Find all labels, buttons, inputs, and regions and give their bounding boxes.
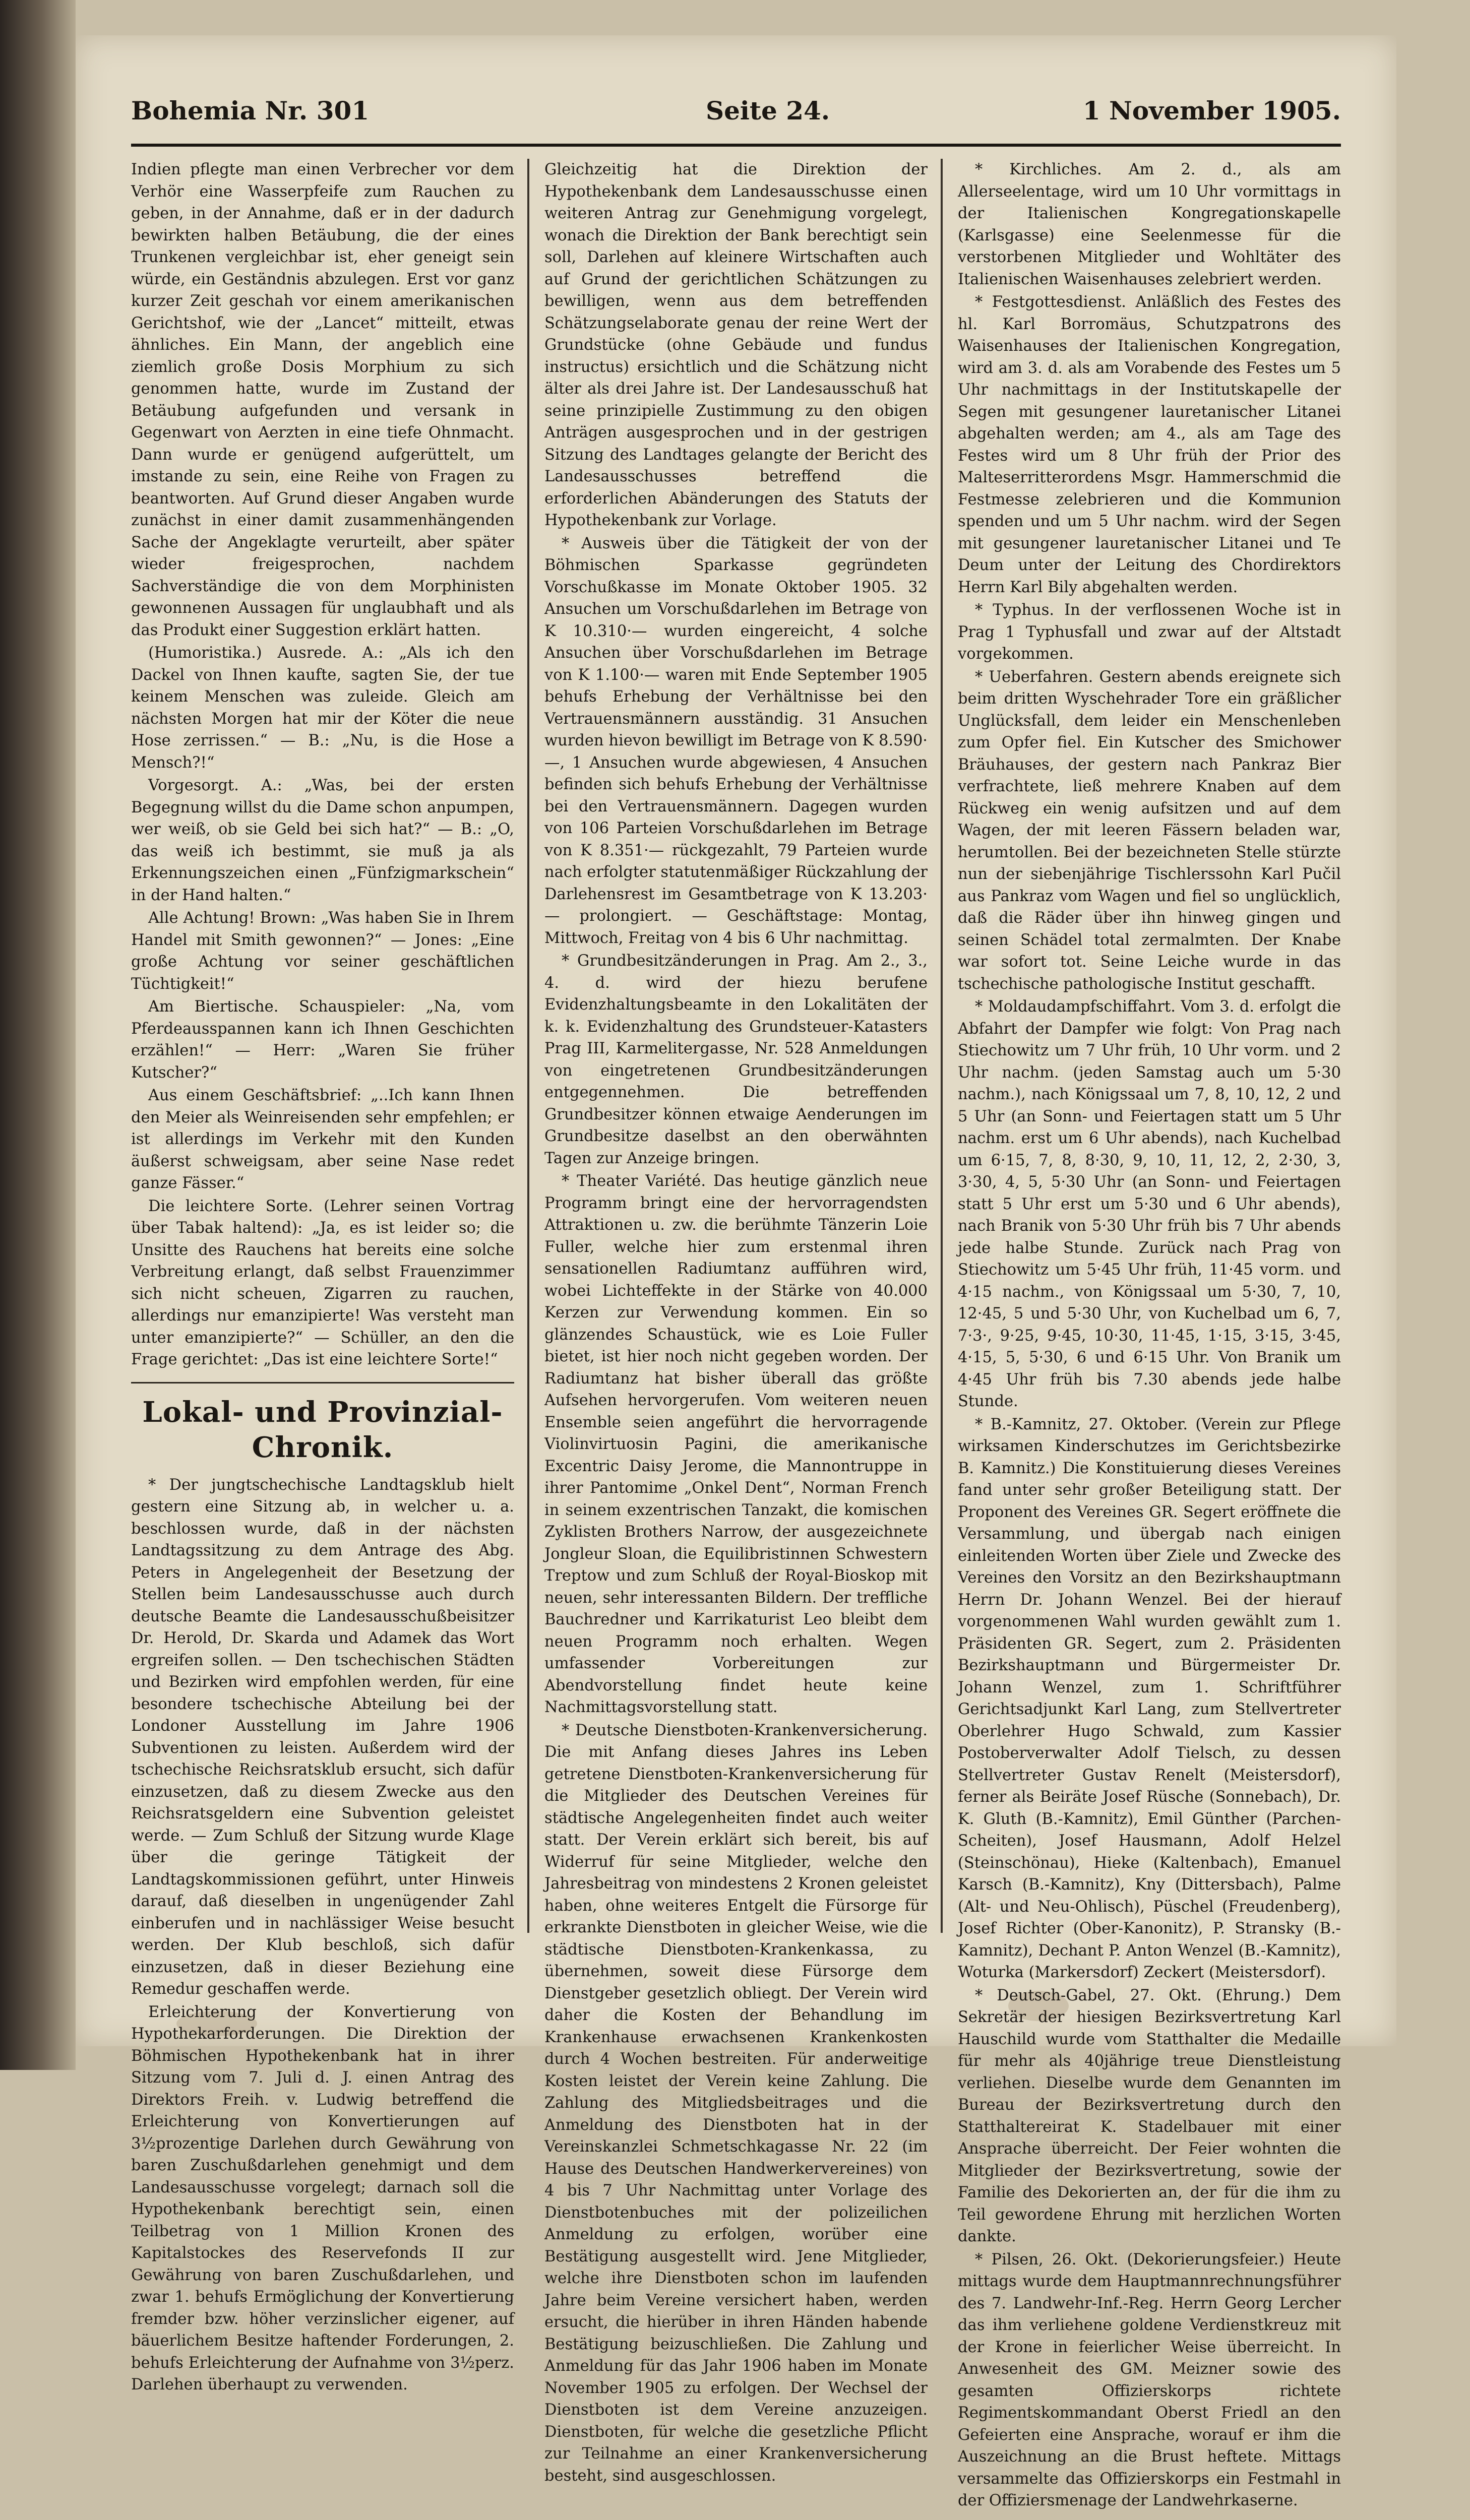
header-rule xyxy=(131,144,1341,147)
article-paragraph: (Humoristika.) Ausrede. A.: „Als ich den Dackel von Ihnen kaufte, sagten Sie, der tue keinem Menschen was zuleide. Gleich am nächsten Morgen hat mir der Köter die neue Hose zerrissen.“ — B.: „Nu, is die Hose a Mensch?!“ xyxy=(131,644,514,772)
article-paragraph: * Deutsch-Gabel, 27. Okt. (Ehrung.) Dem Sekretär der hiesigen Bezirksvertretung Karl Hauschild wurde vom Statthalter die Medaille für mehr als 40jährige treue Dienstleistung verliehen. Dieselbe wurde dem Genannten im Bureau der Bezirksvertretung durch den Statthaltereirat K. Stadelbauer mit einer Ansprache überreicht. Der Feier wohnten die Mitglieder der Bezirksvertretung, sowie der Familie des Dekorierten an, der für die ihm zu Teil gewordene Ehrung mit herzlichen Worten dankte. xyxy=(958,1986,1341,2245)
column-divider xyxy=(941,159,943,1933)
section-separator xyxy=(131,1382,514,1383)
article-paragraph: * Ausweis über die Tätigkeit der von der Böhmischen Sparkasse gegründeten Vorschußkasse im Monate Oktober 1905. 32 Ansuchen um Vorschußdarlehen im Betrage von K 10.310·— wurden eingereicht, 4 solche Ansuchen über Vorschußdarlehen im Betrage von K 1.100·— waren mit Ende September 1905 behufs Erhebung der Verhältnisse bei den Vertrauensmännern ausständig. 31 Ansuchen wurden hievon bewilligt im Betrage von K 8.590·—, 1 Ansuchen wurde abgewiesen, 4 Ansuchen befinden sich behufs Erhebung der Verhältnisse bei den Vertrauensmännern. Dagegen wurden von 106 Parteien Vorschußdarlehen im Betrage von K 8.351·— rückgezahlt, 79 Parteien wurde nach erfolgter statutenmäßiger Rückzahlung der Darlehensrest im Gesamtbetrage von K 13.203·— prolongiert. — Geschäftstage: Montag, Mittwoch, Freitag von 4 bis 6 Uhr nachmittag. xyxy=(544,534,928,947)
article-paragraph: * Ueberfahren. Gestern abends ereignete sich beim dritten Wyschehrader Tore ein gräßlicher Unglücksfall, dem leider ein Menschenleben zum Opfer fiel. Ein Kutscher des Smichower Bräuhauses, der gestern nach Pankraz Bier verfrachtete, ließ mehrere Knaben auf dem Rückweg ein wenig aufsitzen und auf dem Wagen, der mit leeren Fässern beladen war, herumtollen. Bei der bezeichneten Stelle stürzte nun der siebenjährige Tischlerssohn Karl Pučil aus Pankraz vom Wagen und fiel so unglücklich, daß die Räder über ihn hinweg gingen und seinen Schädel total zermalmten. Der Knabe war sofort tot. Seine Leiche wurde in das tschechische pathologische Institut geschafft. xyxy=(958,668,1341,993)
header-page-number: Seite 24. xyxy=(706,96,830,125)
article-paragraph: * Grundbesitzänderungen in Prag. Am 2., 3., 4. d. wird der hiezu berufene Evidenzhaltungsbeamte in den Lokalitäten der k. k. Evidenzhaltung des Grundsteuer-Katasters Prag III, Karmelitergasse, Nr. 528 Anmeldungen von eingetretenen Grundbesitzänderungen entgegennehmen. Die betreffenden Grundbesitzer können etwaige Aenderungen im Grundbesitze daselbst an den oberwähnten Tagen zur Anzeige bringen. xyxy=(544,952,928,1167)
article-paragraph: Gleichzeitig hat die Direktion der Hypothekenbank dem Landesausschusse einen weiteren Antrag zur Genehmigung vorgelegt, wonach die Direktion der Bank berechtigt sein soll, Darlehen auf kleinere Wirtschaften auch auf Grund der gerichtlichen Schätzungen zu bewilligen, wenn aus dem betreffenden Schätzungselaborate genau der reine Wert der Grundstücke (ohne Gebäude und fundus instructus) ersichtlich und die Schätzung nicht älter als drei Jahre ist. Der Landesausschuß hat seine prinzipielle Zustimmung zu den obigen Anträgen ausgesprochen und in der gestrigen Sitzung des Landtages gelangte der Bericht des Landesausschusses betreffend die erforderlichen Abänderungen des Statuts der Hypothekenbank zur Vorlage. xyxy=(544,161,928,529)
section-title: Lokal- und Provinzial-Chronik. xyxy=(142,1395,503,1464)
newspaper-page xyxy=(76,35,1396,2509)
article-paragraph: Die leichtere Sorte. (Lehrer seinen Vortrag über Tabak haltend): „Ja, es ist leider so; die Unsitte des Rauchens hat bereits eine solche Verbreitung erlangt, daß selbst Frauenzimmer sich nicht scheuen, Zigarren zu rauchen, allerdings nur emanzipierte! Was versteht man unter emanzipierte?“ — Schüller, an den die Frage gerichtet: „Das ist eine leichtere Sorte!“ xyxy=(131,1197,514,1368)
article-paragraph: Vorgesorgt. A.: „Was, bei der ersten Begegnung willst du die Dame schon anpumpen, wer weiß, ob sie Geld bei sich hat?“ — B.: „O, das weiß ich bestimmt, sie muß ja als Erkennungszeichen einen „Fünfzigmarkschein“ in der Hand halten.“ xyxy=(131,777,514,904)
article-paragraph: * Typhus. In der verflossenen Woche ist in Prag 1 Typhusfall und zwar auf der Altstadt vorgekommen. xyxy=(958,601,1341,663)
article-paragraph: * Deutsche Dienstboten-Krankenversicherung. Die mit Anfang dieses Jahres ins Leben getretene Dienstboten-Krankenversicherung für die Mitglieder des Deutschen Vereines für städtische Angelegenheiten findet auch weiter statt. Der Verein erklärt sich bereit, bis auf Widerruf für seine Mitglieder, welche den Jahresbeitrag von mindestens 2 Kronen geleistet haben, ohne weiteres Entgelt die Fürsorge für erkrankte Dienstboten in gleicher Weise, wie die städtische Dienstboten-Krankenkassa, zu übernehmen, soweit diese Fürsorge dem Dienstgeber gesetzlich obliegt. Der Verein wird daher die Kosten der Behandlung im Krankenhause erwachsenen Krankenkosten durch 4 Wochen bestreiten. Für anderweitige Kosten leistet der Verein keine Zahlung. Die Zahlung des Mitgliedsbeitrages und die Anmeldung des Dienstboten hat in der Vereinskanzlei Schmetschkagasse Nr. 22 (im Hause des Deutschen Handwerkervereines) von 4 bis 7 Uhr Nachmittag unter Vorlage des Dienstbotenbuches mit der polizeilichen Anmeldung zu erfolgen, worüber eine Bestätigung ausgestellt wird. Jene Mitglieder, welche ihre Dienstboten schon im laufenden Jahre beim Vereine versichert haben, werden ersucht, die hierüber in ihren Händen habende Bestätigung beizuschließen. Die Zahlung und Anmeldung für das Jahr 1906 haben im Monate November 1905 zu erfolgen. Der Wechsel der Dienstboten ist dem Vereine anzuzeigen. Dienstboten, für welche die gesetzliche Pflicht zur Teilnahme an einer Krankenversicherung besteht, sind ausgeschlossen. xyxy=(544,1721,928,2485)
article-paragraph: * Moldaudampfschiffahrt. Vom 3. d. erfolgt die Abfahrt der Dampfer wie folgt: Von Prag nach Stiechowitz um 7 Uhr früh, 10 Uhr vorm. und 2 Uhr nachm. (jeden Samstag auch um 5·30 nachm.), nach Königssaal um 7, 8, 10, 12, 2 und 5 Uhr (an Sonn- und Feiertagen statt um 5 Uhr nachm. erst um 6 Uhr abends), nach Kuchelbad um 6·15, 7, 8, 8·30, 9, 10, 11, 12, 2, 2·30, 3, 3·30, 4, 5, 5·30 Uhr (an Sonn- und Feiertagen statt 5 Uhr erst um 5·30 und 6 Uhr abends), nach Branik von 5·30 Uhr früh bis 7 Uhr abends jede halbe Stunde. Zurück nach Prag von Stiechowitz um 5·45 Uhr früh, 11·45 vorm. und 4·15 nachm., von Königssaal um 5·30, 7, 10, 12·45, 5 und 5·30 Uhr, von Kuchelbad um 6, 7, 7·3·, 9·25, 9·45, 10·30, 11·45, 1·15, 3·15, 3·45, 4·15, 5, 5·30, 6 und 6·15 Uhr. Von Branik um 4·45 Uhr früh bis 7.30 abends jede halbe Stunde. xyxy=(958,998,1341,1410)
article-paragraph: * Pilsen, 26. Okt. (Dekorierungsfeier.) Heute mittags wurde dem Hauptmannrechnungsführer des 7. Landwehr-Inf.-Reg. Herrn Georg Lercher das ihm verliehene goldene Verdienstkreuz mit der Krone in feierlicher Weise überreicht. In Anwesenheit des GM. Meizner sowie des gesamten Offizierskorps richtete Regimentskommandant Oberst Friedl an den Gefeierten eine Ansprache, worauf er ihm die Auszeichnung an die Brust heftete. Mittags versammelte das Offizierskorps ein Festmahl in der Offiziersmenage der Landwehrkaserne. xyxy=(958,2250,1341,2509)
article-paragraph: Am Biertische. Schauspieler: „Na, vom Pferdeausspannen kann ich Ihnen Geschichten erzählen!“ — Herr: „Waren Sie früher Kutscher?“ xyxy=(131,998,514,1082)
column-divider xyxy=(527,159,529,1933)
article-paragraph: * B.-Kamnitz, 27. Oktober. (Verein zur Pflege wirksamen Kinderschutzes im Gerichtsbezirke B. Kamnitz.) Die Konstituierung dieses Vereines fand unter sehr großer Beteiligung statt. Der Proponent des Vereines GR. Segert eröffnete die Versammlung, und übergab nach einigen einleitenden Worten über Ziele und Zwecke des Vereines den Vorsitz an den Bezirkshauptmann Herrn Dr. Johann Wenzel. Bei der hierauf vorgenommenen Wahl wurden gewählt zum 1. Präsidenten GR. Segert, zum 2. Präsidenten Bezirkshauptmann und Bürgermeister Dr. Johann Wenzel, zum 1. Schriftführer Gerichtsadjunkt Karl Lang, zum Stellvertreter Oberlehrer Hugo Schwald, zum Kassier Postoberverwalter Adolf Tielsch, zu dessen Stellvertreter Gustav Renelt (Meistersdorf), ferner als Beiräte Josef Rüsche (Sonnebach), Dr. K. Gluth (B.-Kamnitz), Emil Günther (Parchen-Scheiten), Josef Hausmann, Adolf Helzel (Steinschönau), Hieke (Kaltenbach), Emanuel Karsch (B.-Kamnitz), Kny (Dittersbach), Palme (Alt- und Neu-Ohlisch), Püschel (Freudenberg), Josef Richter (Ober-Kanonitz), P. Stransky (B.-Kamnitz), Dechant P. Anton Wenzel (B.-Kamnitz), Woturka (Markersdorf) Zeckert (Meistersdorf). xyxy=(958,1415,1341,1981)
article-paragraph: * Theater Variété. Das heutige gänzlich neue Programm bringt eine der hervorragendsten Attraktionen u. zw. die berühmte Tänzerin Loie Fuller, welche hier zum erstenmal ihren sensationellen Radiumtanz aufführen wird, wobei Lichteffekte in der Stärke von 40.000 Kerzen zur Verwendung kommen. Ein so glänzendes Schaustück, wie es Loie Fuller bietet, ist hier noch nicht gegeben worden. Der Radiumtanz hat bisher überall das größte Aufsehen hervorgerufen. Vom weiteren neuen Ensemble seien angeführt die hervorragende Violinvirtuosin Pagini, die amerikanische Excentric Daisy Jerome, die Mannontruppe in ihrer Pantomime „Onkel Dent“, Norman French in seinem exzentrischen Tanzakt, die komischen Zyklisten Brothers Narrow, der ausgezeichnete Jongleur Sloan, die Equilibristinnen Schwestern Treptow und zum Schluß der Royal-Bioskop mit neuen, sehr interessanten Bildern. Der treffliche Bauchredner und Karrikaturist Leo bleibt dem neuen Programm noch erhalten. Wegen umfassender Vorbereitungen zur Abendvorstellung findet heute keine Nachmittagsvorstellung statt. xyxy=(544,1172,928,1716)
article-paragraph: * Festgottesdienst. Anläßlich des Festes des hl. Karl Borromäus, Schutzpatrons des Waisenhauses der Italienischen Kongregation, wird am 3. d. als am Vorabende des Festes um 5 Uhr nachmittags in der Institutskapelle der Segen mit gesungener lauretanischer Litanei abgehalten werden; am 4., als am Tage des Festes wird um 8 Uhr früh der Prior des Malteserritterordens Msgr. Hammerschmid die Festmesse zelebrieren und die Kommunion spenden und um 5 Uhr nachm. wird der Segen mit gesungener lauretanischer Litanei und Te Deum unter der Leitung des Chordirektors Herrn Karl Bily abgehalten werden. xyxy=(958,293,1341,596)
header-date: 1 November 1905. xyxy=(1082,96,1341,125)
column-left xyxy=(131,159,514,2393)
book-binding-edge xyxy=(0,0,76,2070)
header-newspaper-issue: Bohemia Nr. 301 xyxy=(131,96,370,125)
article-paragraph: Erleichterung der Konvertierung von Hypothekarforderungen. Die Direktion der Böhmischen Hypothekenbank hat in ihrer Sitzung vom 7. Juli d. J. einen Antrag des Direktors Freih. v. Ludwig betreffend die Erleichterung von Konvertierungen auf 3½prozentige Darlehen durch Gewährung von baren Zuschußdarlehen genehmigt und dem Landesausschusse vorgelegt; darnach soll die Hypothekenbank berechtigt sein, einen Teilbetrag von 1 Million Kronen des Kapitalstockes des Reservefonds II zur Gewährung von baren Zuschußdarlehen, und zwar 1. behufs Ermöglichung der Konvertierung fremder bzw. höher verzinslicher eigener, auf bäuerlichem Besitze haftender Forderungen, 2. behufs Erleichterung der Aufnahme von 3½perz. Darlehen überhaupt zu verwenden. xyxy=(131,2003,514,2393)
article-paragraph: Indien pflegte man einen Verbrecher vor dem Verhör eine Wasserpfeife zum Rauchen zu geben, in der Annahme, daß er in der dadurch bewirkten halben Betäubung, die der eines Trunkenen vergleichbar ist, eher geneigt sein würde, ein Geständnis abzulegen. Erst vor ganz kurzer Zeit geschah vor einem amerikanischen Gerichtshof, wie der „Lancet“ mitteilt, etwas ähnliches. Ein Mann, der angeblich eine ziemlich große Dosis Morphium zu sich genommen hatte, wurde im Zustand der Betäubung aufgefunden und versank in Gegenwart von Aerzten in eine tiefe Ohnmacht. Dann wurde er genügend aufgerüttelt, um imstande zu sein, eine Reihe von Fragen zu beantworten. Auf Grund dieser Angaben wurde zunächst in einer damit zusammenhängenden Sache der Angeklagte verurteilt, aber später wieder freigesprochen, nachdem Sachverständige die von dem Morphinisten gewonnenen Aussagen für unglaubhaft und als das Produkt einer Suggestion erklärt hatten. xyxy=(131,161,514,639)
column-right xyxy=(958,159,1341,2509)
article-paragraph: * Der jungtschechische Landtagsklub hielt gestern eine Sitzung ab, in welcher u. a. beschlossen wurde, daß in der nächsten Landtagssitzung zu dem Antrage des Abg. Peters in Angelegenheit der Besetzung der Stellen beim Landesausschusse auch durch deutsche Beamte die Landesausschußbeisitzer Dr. Herold, Dr. Skarda und Adamek das Wort ergreifen sollen. — Den tschechischen Städten und Bezirken wird empfohlen werden, für eine besondere tschechische Abteilung bei der Londoner Ausstellung im Jahre 1906 Subventionen zu leisten. Außerdem wird der tschechische Reichsratsklub ersucht, sich dafür einzusetzen, daß zu diesem Zwecke aus den Reichsratsgeldern eine Subvention geleistet werde. — Zum Schluß der Sitzung wurde Klage über die geringe Tätigkeit der Landtagskommissionen geführt, unter Hinweis darauf, daß dieselben in ungenügender Zahl einberufen und in nachlässiger Weise besucht werden. Der Klub beschloß, sich dafür einzusetzen, daß in dieser Beziehung eine Remedur geschaffen werde. xyxy=(131,1476,514,1998)
page-header xyxy=(131,81,1341,131)
article-paragraph: * Kirchliches. Am 2. d., als am Allerseelentage, wird um 10 Uhr vormittags in der Italienischen Kongregationskapelle (Karlsgasse) eine Seelenmesse für die verstorbenen Mitglieder und Wohltäter des Italienischen Waisenhauses zelebriert werden. xyxy=(958,161,1341,288)
article-paragraph: Aus einem Geschäftsbrief: „..Ich kann Ihnen den Meier als Weinreisenden sehr empfehlen; er ist allerdings im Verkehr mit den Kunden äußerst schweigsam, aber seine Nase redet ganze Fässer.“ xyxy=(131,1087,514,1192)
article-paragraph: Alle Achtung! Brown: „Was haben Sie in Ihrem Handel mit Smith gewonnen?“ — Jones: „Eine große Achtung vor seiner geschäftlichen Tüchtigkeit!“ xyxy=(131,909,514,993)
column-middle xyxy=(544,159,928,2485)
